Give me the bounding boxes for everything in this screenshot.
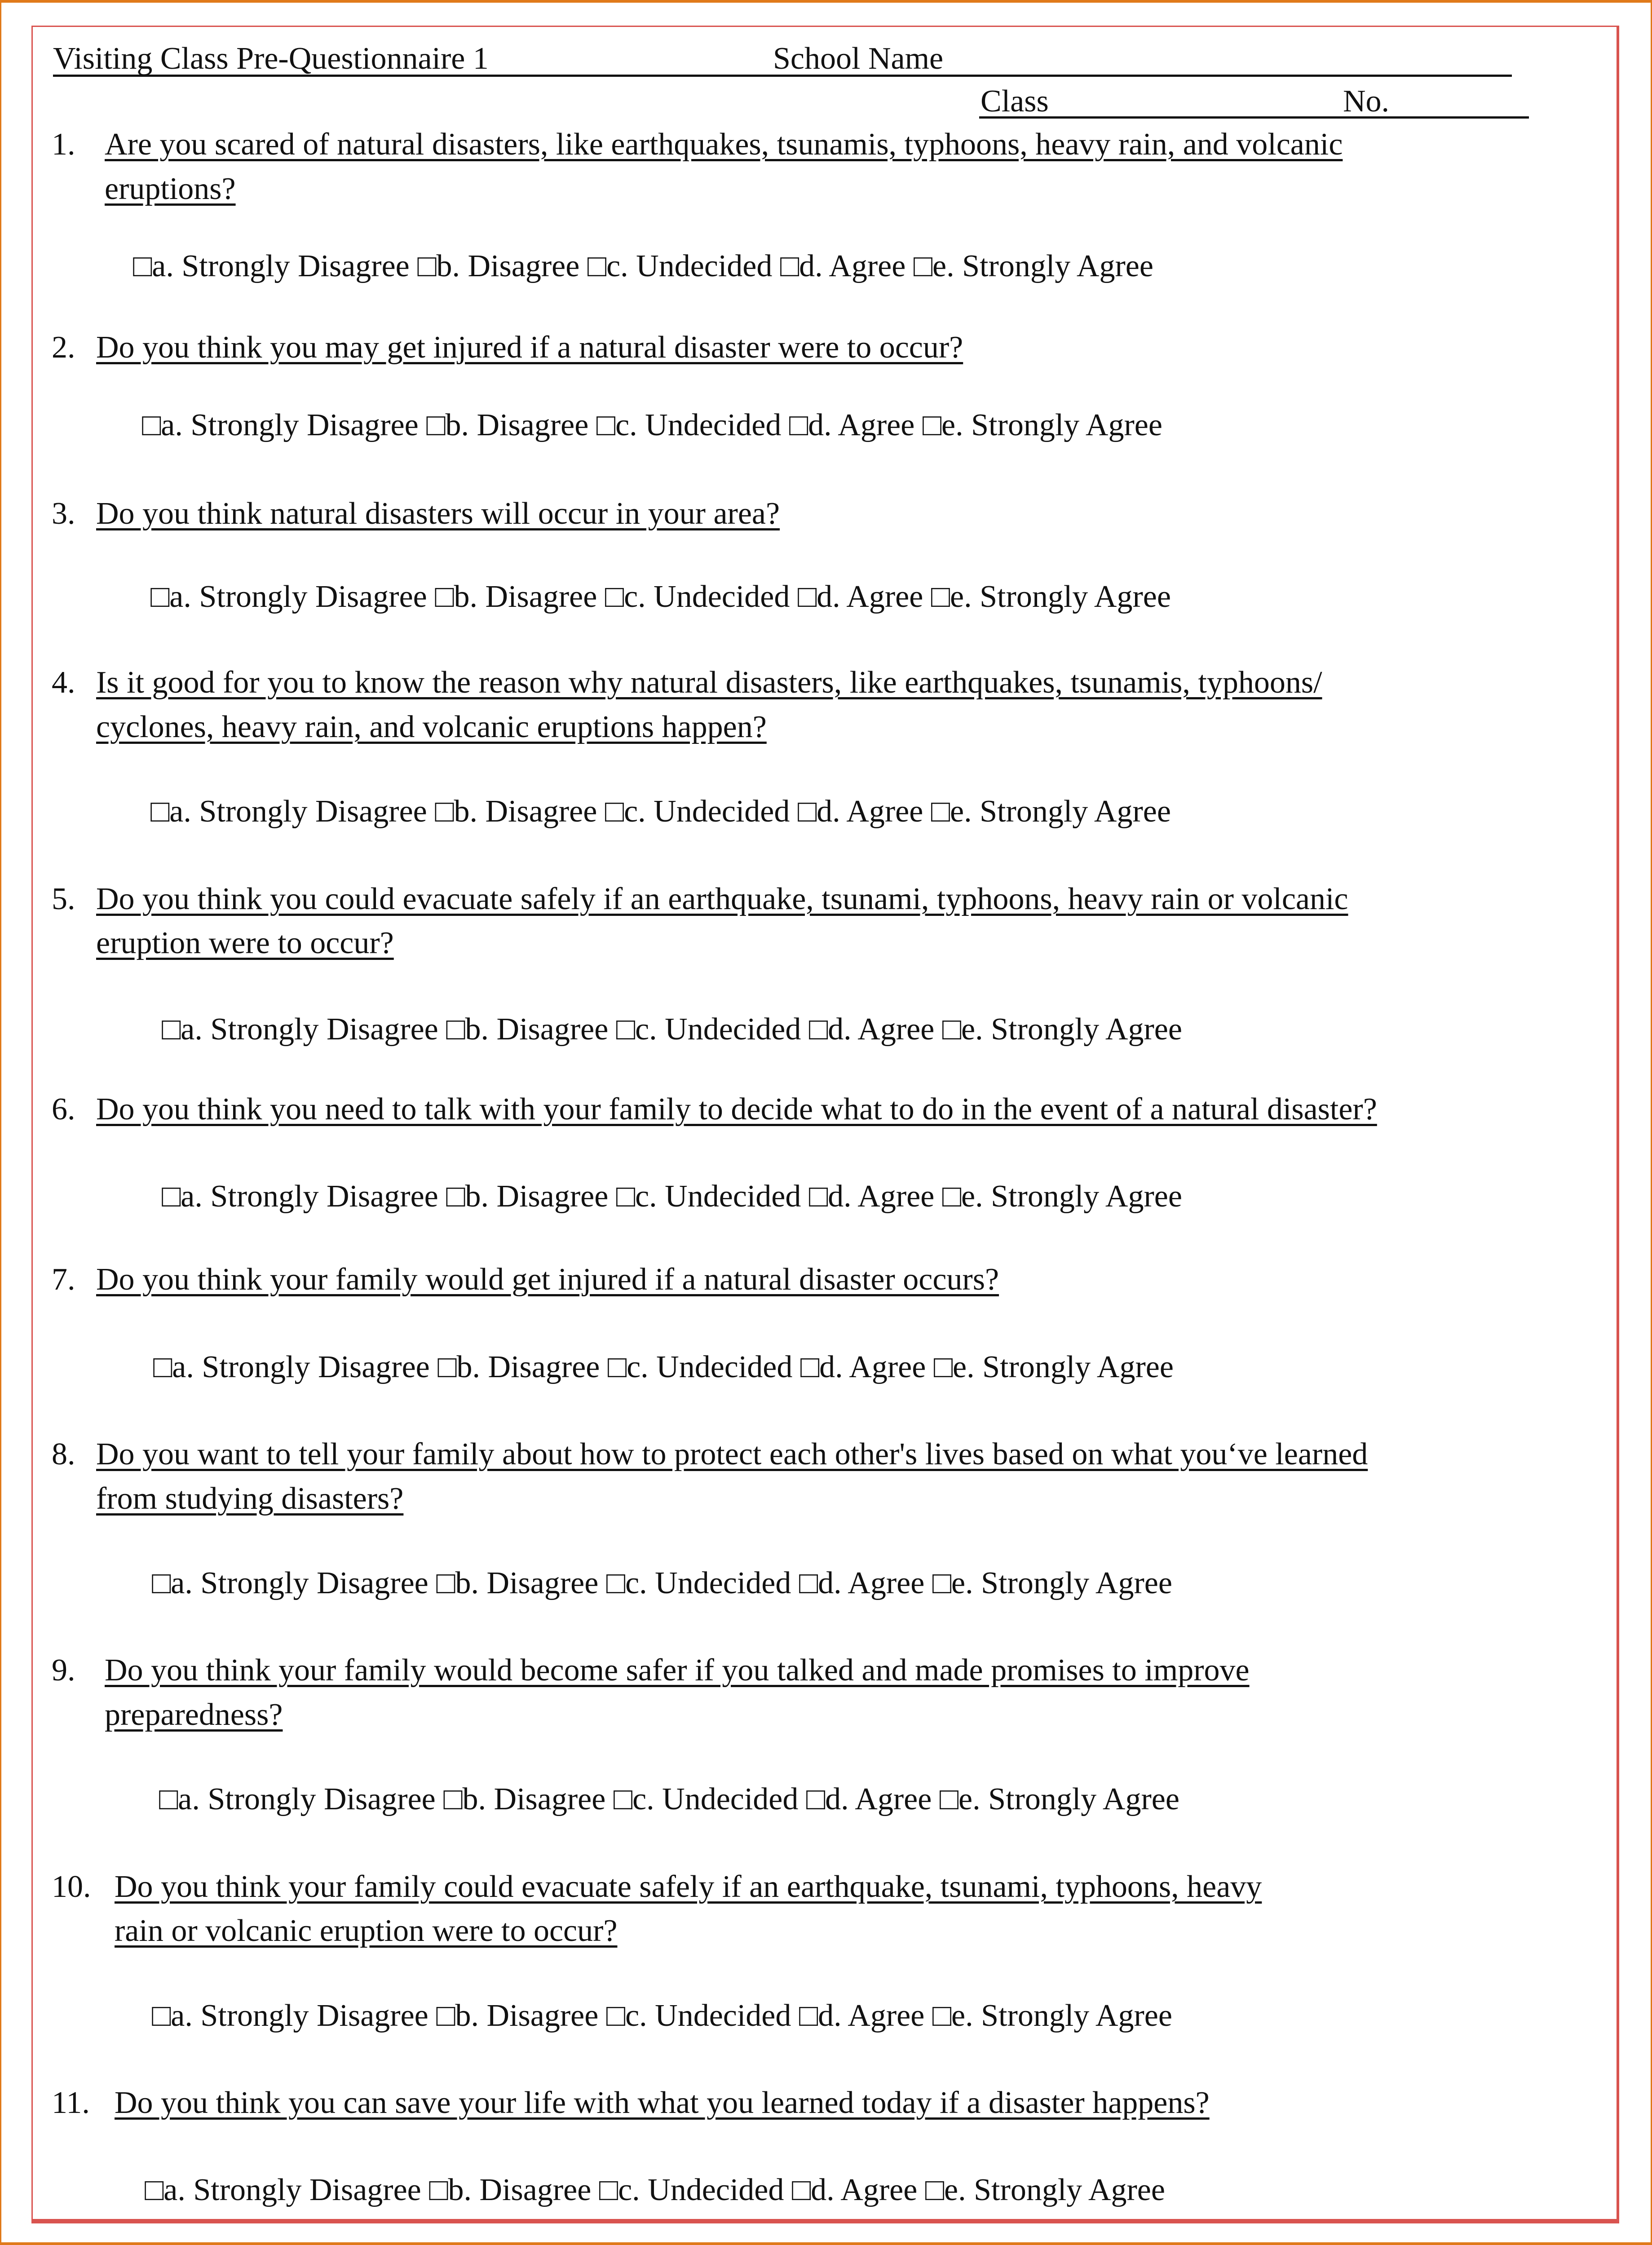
answer-option-e[interactable]: □e. Strongly Agree: [925, 2173, 1165, 2207]
answer-option-e[interactable]: □e. Strongly Agree: [942, 1179, 1182, 1214]
answer-option-c[interactable]: □c. Undecided: [596, 408, 789, 442]
answer-option-b[interactable]: □b. Disagree: [446, 1179, 616, 1214]
answer-option-e[interactable]: □e. Strongly Agree: [931, 579, 1171, 614]
answer-option-c[interactable]: □c. Undecided: [606, 1998, 799, 2033]
question-text: Do you think your family would become safer if you talked and made promises to improve: [105, 1653, 1250, 1688]
answer-option-c[interactable]: □c. Undecided: [616, 1012, 809, 1047]
question-number: 4.: [52, 665, 75, 700]
answer-option-c[interactable]: □c. Undecided: [599, 2173, 792, 2207]
answer-option-c[interactable]: □c. Undecided: [605, 579, 798, 614]
answer-options: [162, 1181, 1182, 1212]
answer-option-d[interactable]: □d. Agree: [799, 1566, 932, 1600]
answer-option-c[interactable]: □c. Undecided: [607, 1350, 800, 1384]
answer-option-c[interactable]: □c. Undecided: [606, 1566, 799, 1600]
question-text: Do you think you need to talk with your family to decide what to do in the event of a natural disaster?: [96, 1092, 1377, 1127]
class-number-field[interactable]: [979, 116, 1529, 119]
question-number: 9.: [52, 1653, 75, 1688]
question-text: cyclones, heavy rain, and volcanic eruptions happen?: [96, 710, 767, 744]
answer-option-e[interactable]: □e. Strongly Agree: [939, 1782, 1179, 1816]
question-text: Do you think your family could evacuate safely if an earthquake, tsunami, typhoons, heavy: [115, 1869, 1262, 1904]
question-text: rain or volcanic eruption were to occur?: [115, 1914, 618, 1948]
answer-options: [153, 1352, 1174, 1383]
answer-option-e[interactable]: □e. Strongly Agree: [942, 1012, 1182, 1047]
answer-option-a[interactable]: □a. Strongly Disagree: [133, 249, 418, 283]
answer-options: [152, 1568, 1172, 1599]
number-label: No.: [1343, 84, 1390, 119]
question-number: 7.: [52, 1262, 75, 1297]
answer-option-b[interactable]: □b. Disagree: [446, 1012, 616, 1047]
question-text: Do you think you can save your life with what you learned today if a disaster happens?: [115, 2086, 1210, 2120]
questionnaire-title: Visiting Class Pre-Questionnaire 1: [53, 41, 489, 76]
question-number: 2.: [52, 330, 75, 365]
class-label: Class: [981, 84, 1049, 119]
question-text: preparedness?: [105, 1697, 283, 1732]
answer-option-d[interactable]: □d. Agree: [797, 579, 931, 614]
answer-option-a[interactable]: □a. Strongly Disagree: [152, 1566, 437, 1600]
school-name-field[interactable]: [53, 75, 1512, 77]
question-text: from studying disasters?: [96, 1481, 404, 1516]
school-name-label: School Name: [773, 41, 944, 76]
answer-option-b[interactable]: □b. Disagree: [426, 408, 596, 442]
answer-option-a[interactable]: □a. Strongly Disagree: [162, 1012, 446, 1047]
question-number: 1.: [52, 127, 75, 162]
question-text: Are you scared of natural disasters, like earthquakes, tsunamis, typhoons, heavy rain, and volcanic: [105, 127, 1343, 162]
answer-options: [162, 1014, 1182, 1045]
answer-option-a[interactable]: □a. Strongly Disagree: [142, 408, 427, 442]
answer-option-b[interactable]: □b. Disagree: [429, 2173, 599, 2207]
answer-option-d[interactable]: □d. Agree: [791, 2173, 925, 2207]
answer-option-a[interactable]: □a. Strongly Disagree: [150, 794, 435, 829]
question-number: 3.: [52, 496, 75, 531]
answer-option-d[interactable]: □d. Agree: [789, 408, 923, 442]
answer-option-e[interactable]: □e. Strongly Agree: [933, 1350, 1174, 1384]
answer-options: [150, 581, 1171, 613]
answer-option-c[interactable]: □c. Undecided: [616, 1179, 809, 1214]
answer-options: [152, 2000, 1172, 2032]
answer-option-b[interactable]: □b. Disagree: [436, 1566, 606, 1600]
answer-option-a[interactable]: □a. Strongly Disagree: [150, 579, 435, 614]
answer-option-b[interactable]: □b. Disagree: [435, 579, 605, 614]
question-number: 6.: [52, 1092, 75, 1127]
answer-option-e[interactable]: □e. Strongly Agree: [913, 249, 1153, 283]
question-number: 11.: [52, 2086, 90, 2120]
answer-option-a[interactable]: □a. Strongly Disagree: [153, 1350, 438, 1384]
question-text: Is it good for you to know the reason why natural disasters, like earthquakes, tsunamis, typhoons/: [96, 665, 1322, 700]
answer-option-c[interactable]: □c. Undecided: [613, 1782, 806, 1816]
question-number: 10.: [52, 1869, 91, 1904]
answer-options: [145, 2174, 1165, 2206]
answer-option-b[interactable]: □b. Disagree: [436, 1998, 606, 2033]
answer-option-e[interactable]: □e. Strongly Agree: [931, 794, 1171, 829]
question-text: Do you think you could evacuate safely if an earthquake, tsunami, typhoons, heavy rain or volcanic: [96, 882, 1348, 916]
answer-option-b[interactable]: □b. Disagree: [443, 1782, 614, 1816]
answer-option-d[interactable]: □d. Agree: [799, 1998, 932, 2033]
question-text: Do you think natural disasters will occur in your area?: [96, 496, 780, 531]
answer-option-e[interactable]: □e. Strongly Agree: [932, 1998, 1172, 2033]
answer-option-c[interactable]: □c. Undecided: [587, 249, 780, 283]
answer-option-d[interactable]: □d. Agree: [797, 794, 931, 829]
answer-option-a[interactable]: □a. Strongly Disagree: [159, 1782, 444, 1816]
question-text: Do you want to tell your family about how to protect each other's lives based on what you‘ve learned: [96, 1437, 1368, 1472]
question-text: Do you think your family would get injured if a natural disaster occurs?: [96, 1262, 999, 1297]
answer-options: [142, 410, 1162, 441]
answer-option-d[interactable]: □d. Agree: [806, 1782, 940, 1816]
answer-option-a[interactable]: □a. Strongly Disagree: [152, 1998, 437, 2033]
answer-options: [133, 251, 1153, 282]
answer-option-a[interactable]: □a. Strongly Disagree: [162, 1179, 446, 1214]
answer-options: [150, 796, 1171, 827]
answer-option-d[interactable]: □d. Agree: [800, 1350, 934, 1384]
answer-option-c[interactable]: □c. Undecided: [605, 794, 798, 829]
question-text: Do you think you may get injured if a natural disaster were to occur?: [96, 330, 963, 365]
answer-option-e[interactable]: □e. Strongly Agree: [932, 1566, 1172, 1600]
question-text: eruptions?: [105, 172, 236, 206]
answer-option-a[interactable]: □a. Strongly Disagree: [145, 2173, 429, 2207]
question-number: 5.: [52, 882, 75, 916]
answer-option-d[interactable]: □d. Agree: [808, 1179, 942, 1214]
answer-option-b[interactable]: □b. Disagree: [417, 249, 587, 283]
question-number: 8.: [52, 1437, 75, 1472]
answer-option-d[interactable]: □d. Agree: [780, 249, 914, 283]
answer-option-d[interactable]: □d. Agree: [808, 1012, 942, 1047]
answer-options: [159, 1784, 1179, 1815]
question-text: eruption were to occur?: [96, 926, 394, 960]
answer-option-e[interactable]: □e. Strongly Agree: [922, 408, 1162, 442]
answer-option-b[interactable]: □b. Disagree: [437, 1350, 608, 1384]
answer-option-b[interactable]: □b. Disagree: [435, 794, 605, 829]
